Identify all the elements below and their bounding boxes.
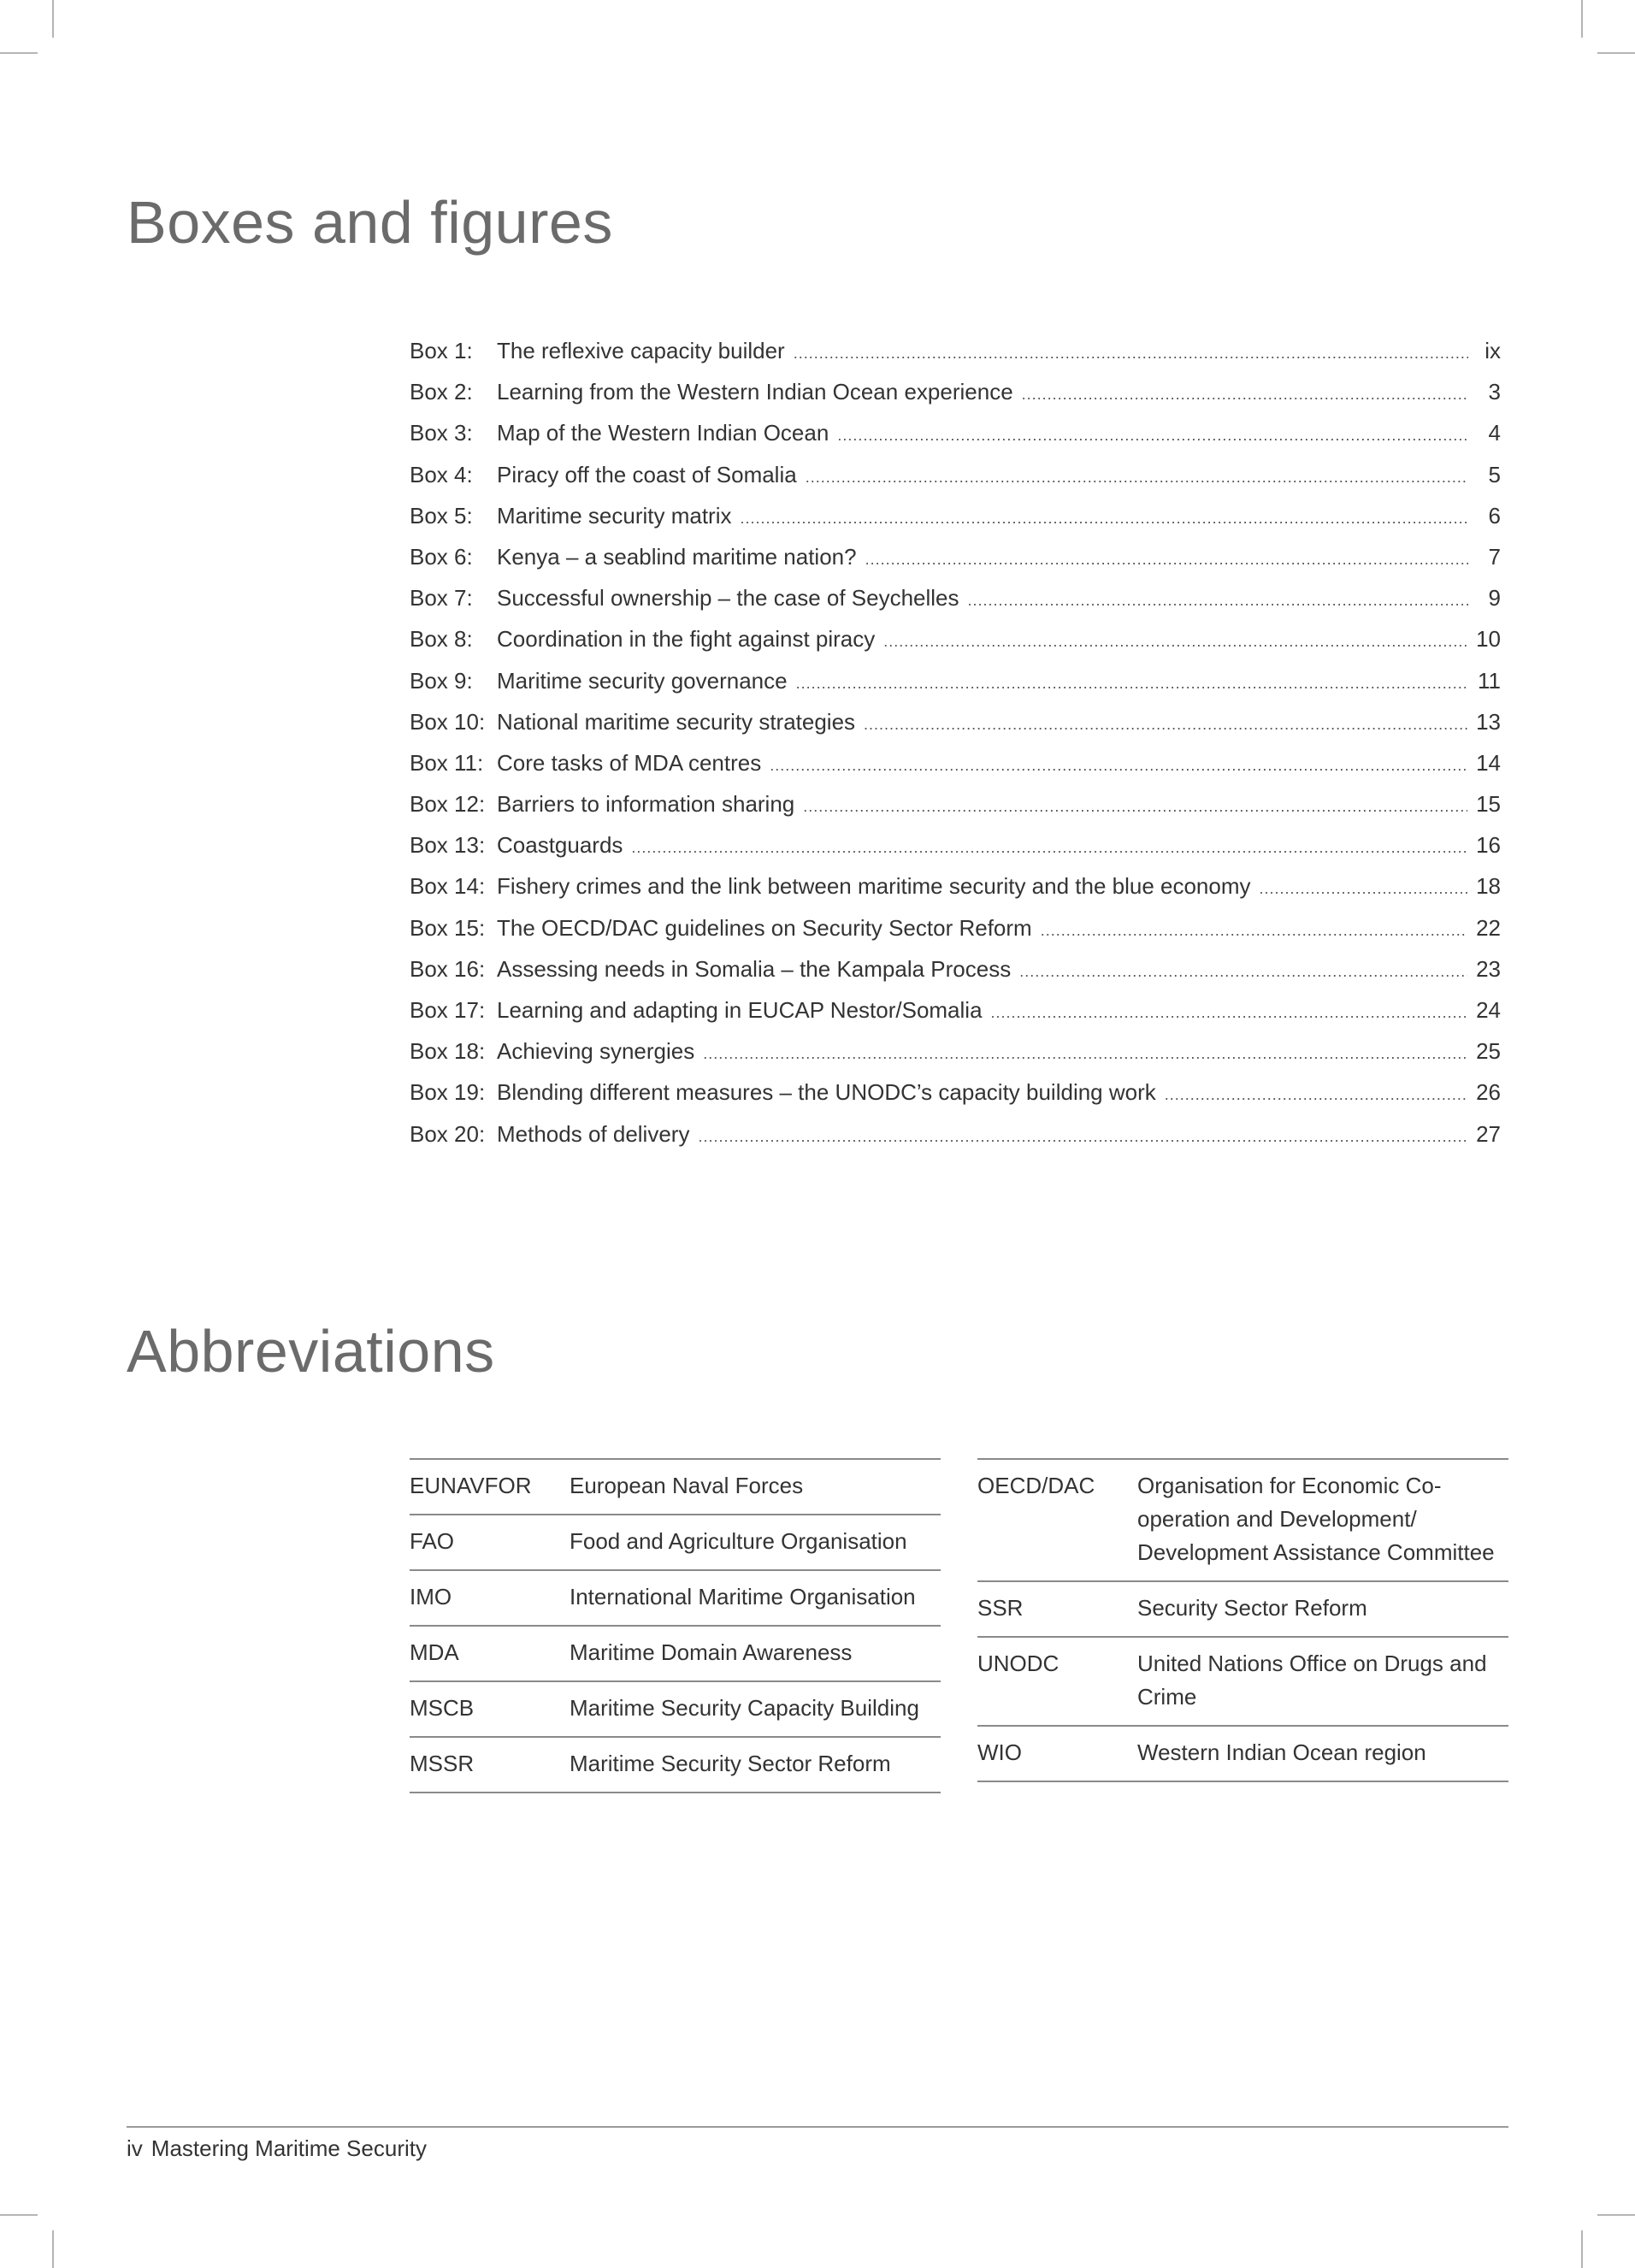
box-title: Coordination in the fight against piracy bbox=[497, 626, 876, 653]
dot-leader bbox=[770, 757, 1467, 775]
box-label: Box 18: bbox=[410, 1038, 486, 1065]
page-number: 10 bbox=[1476, 626, 1501, 653]
toc-entry bbox=[410, 791, 1501, 832]
page-number: 22 bbox=[1476, 914, 1501, 941]
dot-leader bbox=[740, 510, 1468, 528]
box-label: Box 12: bbox=[410, 791, 486, 818]
dot-leader bbox=[803, 798, 1467, 816]
abbreviation-meaning: Food and Agriculture Organisation bbox=[570, 1515, 941, 1570]
box-label: Box 10: bbox=[410, 708, 486, 735]
crop-mark bbox=[0, 52, 38, 54]
abbreviation-row bbox=[977, 1581, 1508, 1637]
toc-entry bbox=[410, 1079, 1501, 1120]
dot-leader bbox=[1041, 922, 1467, 940]
abbreviation-row bbox=[977, 1637, 1508, 1726]
abbreviation-row bbox=[410, 1681, 941, 1737]
page-number: 16 bbox=[1476, 832, 1501, 859]
box-title: Maritime security matrix bbox=[497, 502, 732, 529]
page-number: 24 bbox=[1476, 997, 1501, 1023]
box-title: Blending different measures – the UNODC’s capacity building work bbox=[497, 1079, 1156, 1106]
abbreviation-row bbox=[977, 1726, 1508, 1781]
box-title: The OECD/DAC guidelines on Security Sector Reform bbox=[497, 914, 1032, 941]
abbreviation-row bbox=[410, 1515, 941, 1570]
abbreviation-row bbox=[410, 1459, 941, 1515]
toc-entry bbox=[410, 709, 1501, 750]
box-label: Box 20: bbox=[410, 1120, 486, 1147]
abbreviation-meaning: Organisation for Economic Co-operation and Development/ Development Assistance Committee bbox=[1137, 1459, 1508, 1581]
abbreviation-code: EUNAVFOR bbox=[410, 1459, 570, 1515]
crop-mark bbox=[1597, 2214, 1635, 2216]
dot-leader bbox=[806, 469, 1468, 487]
dot-leader bbox=[991, 1004, 1468, 1022]
box-title: Assessing needs in Somalia – the Kampala Process bbox=[497, 955, 1012, 982]
page-number: 11 bbox=[1478, 667, 1501, 694]
abbreviation-code: SSR bbox=[977, 1581, 1137, 1637]
box-title: Achieving synergies bbox=[497, 1038, 695, 1065]
abbreviations-heading: Abbreviations bbox=[127, 1318, 495, 1385]
crop-mark bbox=[52, 2230, 54, 2268]
abbreviation-meaning: Maritime Domain Awareness bbox=[570, 1626, 941, 1681]
box-label: Box 1: bbox=[410, 338, 473, 363]
abbreviation-meaning: European Naval Forces bbox=[570, 1459, 941, 1515]
box-label: Box 7: bbox=[410, 585, 473, 611]
box-title: Learning and adapting in EUCAP Nestor/Somalia bbox=[497, 997, 983, 1023]
dot-leader bbox=[698, 1128, 1467, 1146]
dot-leader bbox=[1165, 1086, 1467, 1104]
box-label: Box 15: bbox=[410, 914, 486, 941]
abbreviation-code: OECD/DAC bbox=[977, 1459, 1137, 1581]
abbreviation-code: FAO bbox=[410, 1515, 570, 1570]
toc-entry bbox=[410, 503, 1501, 544]
dot-leader bbox=[796, 675, 1468, 693]
toc-entry bbox=[410, 379, 1501, 420]
abbreviation-row bbox=[410, 1626, 941, 1681]
toc-entry bbox=[410, 873, 1501, 914]
abbreviation-meaning: Maritime Security Capacity Building bbox=[570, 1681, 941, 1737]
abbreviations-table-left bbox=[410, 1458, 941, 1793]
toc-entry bbox=[410, 585, 1501, 626]
box-title: Piracy off the coast of Somalia bbox=[497, 461, 797, 487]
page-footer bbox=[127, 2135, 427, 2162]
abbreviation-code: UNODC bbox=[977, 1637, 1137, 1726]
toc-entry bbox=[410, 462, 1501, 503]
dot-leader bbox=[1022, 386, 1468, 404]
dot-leader bbox=[865, 551, 1468, 569]
abbreviation-row bbox=[410, 1737, 941, 1793]
box-title: Maritime security governance bbox=[497, 667, 788, 694]
toc-entry bbox=[410, 956, 1501, 997]
dot-leader bbox=[1019, 963, 1467, 981]
page-number: 27 bbox=[1476, 1120, 1501, 1147]
abbreviation-code: WIO bbox=[977, 1726, 1137, 1781]
abbreviation-meaning: Security Sector Reform bbox=[1137, 1581, 1508, 1637]
box-title: Successful ownership – the case of Seychelles bbox=[497, 585, 959, 611]
dot-leader bbox=[703, 1045, 1467, 1063]
box-label: Box 6: bbox=[410, 543, 473, 570]
abbreviation-code: IMO bbox=[410, 1570, 570, 1626]
box-label: Box 2: bbox=[410, 379, 473, 405]
toc-entry bbox=[410, 338, 1501, 379]
abbreviation-meaning: International Maritime Organisation bbox=[570, 1570, 941, 1626]
page-number: ix bbox=[1484, 338, 1501, 363]
toc-entry bbox=[410, 1121, 1501, 1162]
page-number: 18 bbox=[1476, 873, 1501, 900]
box-title: Map of the Western Indian Ocean bbox=[497, 420, 829, 446]
toc-entry bbox=[410, 997, 1501, 1038]
box-title: Core tasks of MDA centres bbox=[497, 749, 762, 776]
crop-mark bbox=[0, 2214, 38, 2216]
abbreviation-code: MDA bbox=[410, 1626, 570, 1681]
abbreviation-row bbox=[410, 1570, 941, 1626]
dot-leader bbox=[864, 716, 1467, 734]
page-number: 14 bbox=[1476, 749, 1501, 776]
page-number: iv bbox=[127, 2135, 143, 2161]
page-number: 13 bbox=[1476, 708, 1501, 735]
abbreviation-meaning: United Nations Office on Drugs and Crime bbox=[1137, 1637, 1508, 1726]
box-label: Box 11: bbox=[410, 749, 484, 776]
boxes-and-figures-heading: Boxes and figures bbox=[127, 189, 613, 256]
page-number: 9 bbox=[1488, 585, 1501, 611]
dot-leader bbox=[968, 592, 1468, 610]
box-label: Box 3: bbox=[410, 420, 473, 446]
box-title: Barriers to information sharing bbox=[497, 791, 795, 818]
dot-leader bbox=[794, 345, 1468, 363]
toc-entry bbox=[410, 420, 1501, 461]
toc-entry bbox=[410, 626, 1501, 667]
page-number: 3 bbox=[1488, 379, 1501, 405]
box-title: Coastguards bbox=[497, 832, 623, 859]
page-number: 15 bbox=[1476, 791, 1501, 818]
publication-title: Mastering Maritime Security bbox=[151, 2135, 427, 2161]
footer-rule bbox=[127, 2126, 1508, 2128]
toc-entry bbox=[410, 832, 1501, 873]
crop-mark bbox=[1581, 2230, 1583, 2268]
box-title: Kenya – a seablind maritime nation? bbox=[497, 543, 857, 570]
abbreviation-code: MSCB bbox=[410, 1681, 570, 1737]
page-number: 7 bbox=[1488, 543, 1501, 570]
crop-mark bbox=[52, 0, 54, 38]
box-label: Box 13: bbox=[410, 832, 486, 859]
box-label: Box 16: bbox=[410, 955, 486, 982]
page-number: 6 bbox=[1488, 502, 1501, 529]
toc-entry bbox=[410, 915, 1501, 956]
box-label: Box 9: bbox=[410, 667, 473, 694]
dot-leader bbox=[837, 427, 1468, 445]
toc-entry bbox=[410, 668, 1501, 709]
toc-entry bbox=[410, 1038, 1501, 1079]
page-number: 4 bbox=[1488, 420, 1501, 446]
abbreviation-row bbox=[977, 1459, 1508, 1581]
crop-mark bbox=[1597, 52, 1635, 54]
box-title: Fishery crimes and the link between maritime security and the blue economy bbox=[497, 873, 1251, 900]
box-title: Learning from the Western Indian Ocean experience bbox=[497, 379, 1013, 405]
box-label: Box 14: bbox=[410, 873, 486, 900]
box-label: Box 17: bbox=[410, 997, 486, 1023]
crop-mark bbox=[1581, 0, 1583, 38]
dot-leader bbox=[1260, 880, 1468, 898]
box-label: Box 8: bbox=[410, 626, 473, 653]
boxes-list bbox=[410, 338, 1501, 1162]
box-label: Box 19: bbox=[410, 1079, 486, 1106]
abbreviations-table-right bbox=[977, 1458, 1508, 1782]
abbreviation-code: MSSR bbox=[410, 1737, 570, 1793]
box-title: National maritime security strategies bbox=[497, 708, 856, 735]
dot-leader bbox=[883, 633, 1467, 651]
box-label: Box 5: bbox=[410, 502, 473, 529]
page-number: 26 bbox=[1476, 1079, 1501, 1106]
abbreviation-meaning: Western Indian Ocean region bbox=[1137, 1726, 1508, 1781]
box-title: The reflexive capacity builder bbox=[497, 338, 785, 363]
toc-entry bbox=[410, 750, 1501, 791]
toc-entry bbox=[410, 544, 1501, 585]
page-number: 25 bbox=[1476, 1038, 1501, 1065]
dot-leader bbox=[631, 839, 1467, 857]
box-label: Box 4: bbox=[410, 461, 473, 487]
box-title: Methods of delivery bbox=[497, 1120, 690, 1147]
page-number: 5 bbox=[1488, 461, 1501, 487]
abbreviation-meaning: Maritime Security Sector Reform bbox=[570, 1737, 941, 1793]
page-number: 23 bbox=[1476, 955, 1501, 982]
